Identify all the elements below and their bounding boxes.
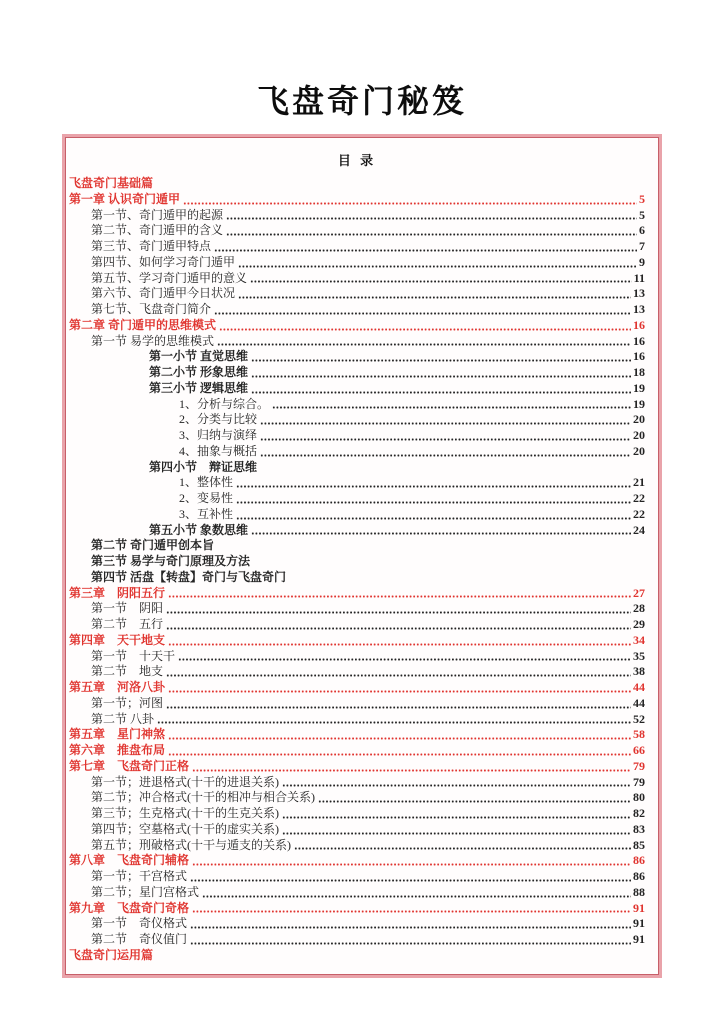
toc-entry-page: 7 <box>639 239 645 253</box>
toc-entry-page: 35 <box>633 648 645 663</box>
toc-entry-page: 20 <box>633 443 645 458</box>
dot-leader <box>294 847 631 850</box>
dot-leader <box>251 532 631 535</box>
dot-leader <box>192 910 631 913</box>
toc-entry <box>69 727 645 743</box>
toc-entry <box>69 554 645 570</box>
dot-leader <box>226 233 637 236</box>
toc-entry <box>69 444 645 460</box>
toc-entry <box>69 460 645 476</box>
toc-entry <box>69 759 645 775</box>
toc-entry-page: 22 <box>633 491 645 505</box>
toc-entry <box>69 255 645 271</box>
toc-entry-label: 第四小节 辩证思维 <box>149 459 258 474</box>
toc-entry <box>69 948 645 964</box>
toc-entry-label: 第二节 八卦 <box>91 711 155 726</box>
toc-entry-page: 22 <box>633 506 645 521</box>
dot-leader <box>192 769 631 772</box>
toc-entry-label: 第五小节 象数思维 <box>149 522 249 537</box>
toc-entry-label: 第五节；刑破格式(十干与遁支的关系) <box>91 837 291 852</box>
toc-entry-page: 44 <box>633 695 645 710</box>
toc-entry-label: 第一小节 直觉思维 <box>149 349 249 364</box>
toc-entry-label: 第七章 飞盘奇门正格 <box>69 758 190 773</box>
toc-entry <box>69 664 645 680</box>
dot-leader <box>202 895 631 898</box>
toc-entry <box>69 806 645 822</box>
toc-entry-label: 3、归纳与演绎 <box>179 428 258 442</box>
dot-leader <box>166 706 631 709</box>
toc-entry-page: 21 <box>633 475 645 490</box>
toc-entry <box>69 932 645 948</box>
toc-entry <box>69 381 645 397</box>
toc-entry-label: 第三章 阴阳五行 <box>69 585 166 600</box>
toc-entry-page: 82 <box>633 806 645 820</box>
toc-entry <box>69 633 645 649</box>
toc-entry-page: 91 <box>633 916 645 931</box>
toc-entry <box>69 617 645 633</box>
dot-leader <box>260 422 631 425</box>
toc-entry-page: 88 <box>633 884 645 899</box>
dot-leader <box>251 391 631 394</box>
toc-entry-label: 第二节 奇门遁甲创本旨 <box>91 538 215 553</box>
dot-leader <box>166 611 631 614</box>
dot-leader <box>217 343 631 346</box>
dot-leader <box>178 658 631 661</box>
toc-entry-label: 第二章 奇门遁甲的思维模式 <box>69 317 217 332</box>
dot-leader <box>190 942 631 945</box>
toc-entry <box>69 223 645 239</box>
toc-entry-page: 19 <box>633 396 645 411</box>
dot-leader <box>166 674 631 677</box>
toc-entry-label: 第二节、奇门遁甲的含义 <box>91 223 224 238</box>
toc-entry-label: 第三节、奇门遁甲特点 <box>91 239 212 253</box>
toc-entry <box>69 507 645 523</box>
toc-entry-page: 79 <box>633 758 645 773</box>
dot-leader <box>226 217 637 220</box>
dot-leader <box>272 406 631 409</box>
toc-entry <box>69 491 645 507</box>
toc-entry-page: 6 <box>639 223 645 238</box>
dot-leader <box>168 595 631 598</box>
toc-entry-page: 38 <box>633 664 645 679</box>
toc-entry <box>69 743 645 759</box>
toc-entry <box>69 286 645 302</box>
toc-entry <box>69 412 645 428</box>
dot-leader <box>236 517 631 520</box>
dot-leader <box>260 454 631 457</box>
dot-leader <box>157 721 631 724</box>
dot-leader <box>214 249 637 252</box>
toc-entry-label: 第一章 认识奇门遁甲 <box>69 191 181 206</box>
toc-entry-label: 第一节；干宫格式 <box>91 869 188 883</box>
toc-entry <box>69 916 645 932</box>
toc-entry-label: 第四章 天干地支 <box>69 632 166 647</box>
toc-entry <box>69 302 645 318</box>
toc-entry <box>69 334 645 350</box>
toc-page-frame <box>62 134 662 978</box>
dot-leader <box>282 832 631 835</box>
dot-leader <box>251 375 631 378</box>
toc-entry-page: 11 <box>633 270 645 285</box>
toc-entry-label: 第二节；星门宫格式 <box>91 884 200 899</box>
toc-entry-label: 第三节；生克格式(十干的生克关系) <box>91 806 279 820</box>
toc-entry-label: 第一节；河图 <box>91 695 164 710</box>
toc-entry-page: 20 <box>633 412 645 427</box>
toc-entry-label: 第二节 五行 <box>91 617 164 631</box>
toc-entry-label: 2、变易性 <box>179 491 234 505</box>
toc-entry-page: 5 <box>639 191 645 206</box>
toc-entry-page: 13 <box>633 286 645 301</box>
toc-entry-label: 第一节 易学的思维模式 <box>91 333 215 348</box>
toc-entry-label: 飞盘奇门基础篇 <box>69 176 154 190</box>
dot-leader <box>168 753 631 756</box>
toc-entry <box>69 822 645 838</box>
toc-entry-label: 3、互补性 <box>179 506 234 521</box>
toc-list <box>69 176 645 964</box>
dot-leader <box>183 202 637 205</box>
toc-entry-page: 29 <box>633 617 645 631</box>
toc-entry-page: 66 <box>633 743 645 757</box>
document-title: 飞盘奇门秘笈 <box>256 83 467 119</box>
dot-leader <box>282 816 631 819</box>
toc-entry <box>69 853 645 869</box>
dot-leader <box>236 501 631 504</box>
toc-entry <box>69 901 645 917</box>
toc-entry <box>69 176 645 192</box>
toc-entry <box>69 208 645 224</box>
toc-entry-page: 86 <box>633 869 645 883</box>
toc-entry-label: 第六节、奇门遁甲今日状况 <box>91 286 236 301</box>
toc-entry <box>69 838 645 854</box>
toc-entry <box>69 570 645 586</box>
toc-entry <box>69 318 645 334</box>
dot-leader <box>214 312 631 315</box>
toc-entry-label: 第二小节 形象思维 <box>149 365 249 379</box>
toc-entry-label: 第一节 十天干 <box>91 648 176 663</box>
toc-entry-page: 34 <box>633 632 645 647</box>
toc-entry <box>69 271 645 287</box>
toc-entry-page: 16 <box>633 333 645 348</box>
dot-leader <box>192 863 631 866</box>
dot-leader <box>250 280 632 283</box>
toc-entry-label: 1、分析与综合。 <box>179 396 270 411</box>
toc-entry-page: 19 <box>633 380 645 395</box>
dot-leader <box>251 359 631 362</box>
toc-entry-label: 第五节、学习奇门遁甲的意义 <box>91 270 248 285</box>
dot-leader <box>168 643 631 646</box>
toc-entry-label: 第一节；进退格式(十干的进退关系) <box>91 774 279 789</box>
toc-entry-label: 第三节 易学与奇门原理及方法 <box>91 554 251 568</box>
toc-entry <box>69 538 645 554</box>
toc-entry-label: 2、分类与比较 <box>179 412 258 427</box>
toc-entry-page: 91 <box>633 932 645 946</box>
toc-entry-label: 第二节；冲合格式(十干的相冲与相合关系) <box>91 790 315 805</box>
dot-leader <box>190 879 631 882</box>
toc-entry-page: 80 <box>633 790 645 805</box>
toc-entry-label: 第四节、如何学习奇门遁甲 <box>91 254 236 269</box>
dot-leader <box>238 296 631 299</box>
toc-entry <box>69 349 645 365</box>
dot-leader <box>190 926 631 929</box>
toc-entry-label: 第六章 推盘布局 <box>69 743 166 757</box>
dot-leader <box>238 265 637 268</box>
toc-entry-label: 第四节 活盘【转盘】奇门与飞盘奇门 <box>91 569 287 584</box>
toc-entry-page: 83 <box>633 821 645 836</box>
toc-entry-page: 85 <box>633 837 645 852</box>
toc-entry-page: 9 <box>639 254 645 269</box>
toc-entry-page: 24 <box>633 522 645 537</box>
toc-entry-label: 1、整体性 <box>179 475 234 490</box>
toc-entry-page: 13 <box>633 302 645 316</box>
toc-entry <box>69 397 645 413</box>
toc-entry-page: 58 <box>633 727 645 742</box>
toc-entry <box>69 601 645 617</box>
dot-leader <box>219 328 631 331</box>
toc-entry <box>69 869 645 885</box>
dot-leader <box>236 485 631 488</box>
toc-entry-label: 第九章 飞盘奇门奇格 <box>69 900 190 915</box>
dot-leader <box>166 627 631 630</box>
toc-entry <box>69 712 645 728</box>
toc-entry-label: 第一节 奇仪格式 <box>91 916 188 931</box>
toc-entry-page: 44 <box>633 680 645 694</box>
toc-entry <box>69 680 645 696</box>
toc-entry-label: 第一节 阴阳 <box>91 601 164 616</box>
dot-leader <box>168 737 631 740</box>
toc-entry-label: 第一节、奇门遁甲的起源 <box>91 207 224 222</box>
toc-entry <box>69 523 645 539</box>
toc-entry <box>69 365 645 381</box>
toc-entry <box>69 649 645 665</box>
toc-entry <box>69 696 645 712</box>
toc-entry-page: 16 <box>633 317 645 332</box>
toc-entry <box>69 885 645 901</box>
toc-entry-label: 第二节 地支 <box>91 664 164 679</box>
toc-entry-label: 飞盘奇门运用篇 <box>69 947 154 962</box>
toc-entry-page: 52 <box>633 711 645 726</box>
toc-entry-page: 86 <box>633 853 645 868</box>
toc-entry-label: 4、抽象与概括 <box>179 443 258 458</box>
toc-entry-page: 18 <box>633 365 645 379</box>
toc-entry <box>69 775 645 791</box>
dot-leader <box>260 438 631 441</box>
toc-entry-label: 第四节；空墓格式(十干的虚实关系) <box>91 821 279 836</box>
toc-entry-page: 16 <box>633 349 645 364</box>
toc-entry-page: 20 <box>633 428 645 442</box>
dot-leader <box>168 690 631 693</box>
toc-entry-page: 28 <box>633 601 645 616</box>
toc-entry-page: 79 <box>633 774 645 789</box>
toc-entry <box>69 428 645 444</box>
toc-entry-label: 第五章 河洛八卦 <box>69 680 166 694</box>
toc-entry-label: 第八章 飞盘奇门辅格 <box>69 853 190 868</box>
toc-entry-label: 第七节、飞盘奇门简介 <box>91 302 212 316</box>
toc-entry-page: 27 <box>633 585 645 600</box>
toc-entry-page: 5 <box>639 207 645 222</box>
toc-heading: 目 录 <box>337 153 377 168</box>
toc-entry-label: 第三小节 逻辑思维 <box>149 380 249 395</box>
toc-entry <box>69 586 645 602</box>
dot-leader <box>282 784 631 787</box>
toc-entry <box>69 475 645 491</box>
toc-entry <box>69 790 645 806</box>
toc-entry <box>69 192 645 208</box>
dot-leader <box>318 800 631 803</box>
toc-entry-label: 第五章 星门神煞 <box>69 727 166 742</box>
toc-entry-page: 91 <box>633 900 645 915</box>
toc-entry-label: 第二节 奇仪值门 <box>91 932 188 946</box>
toc-entry <box>69 239 645 255</box>
